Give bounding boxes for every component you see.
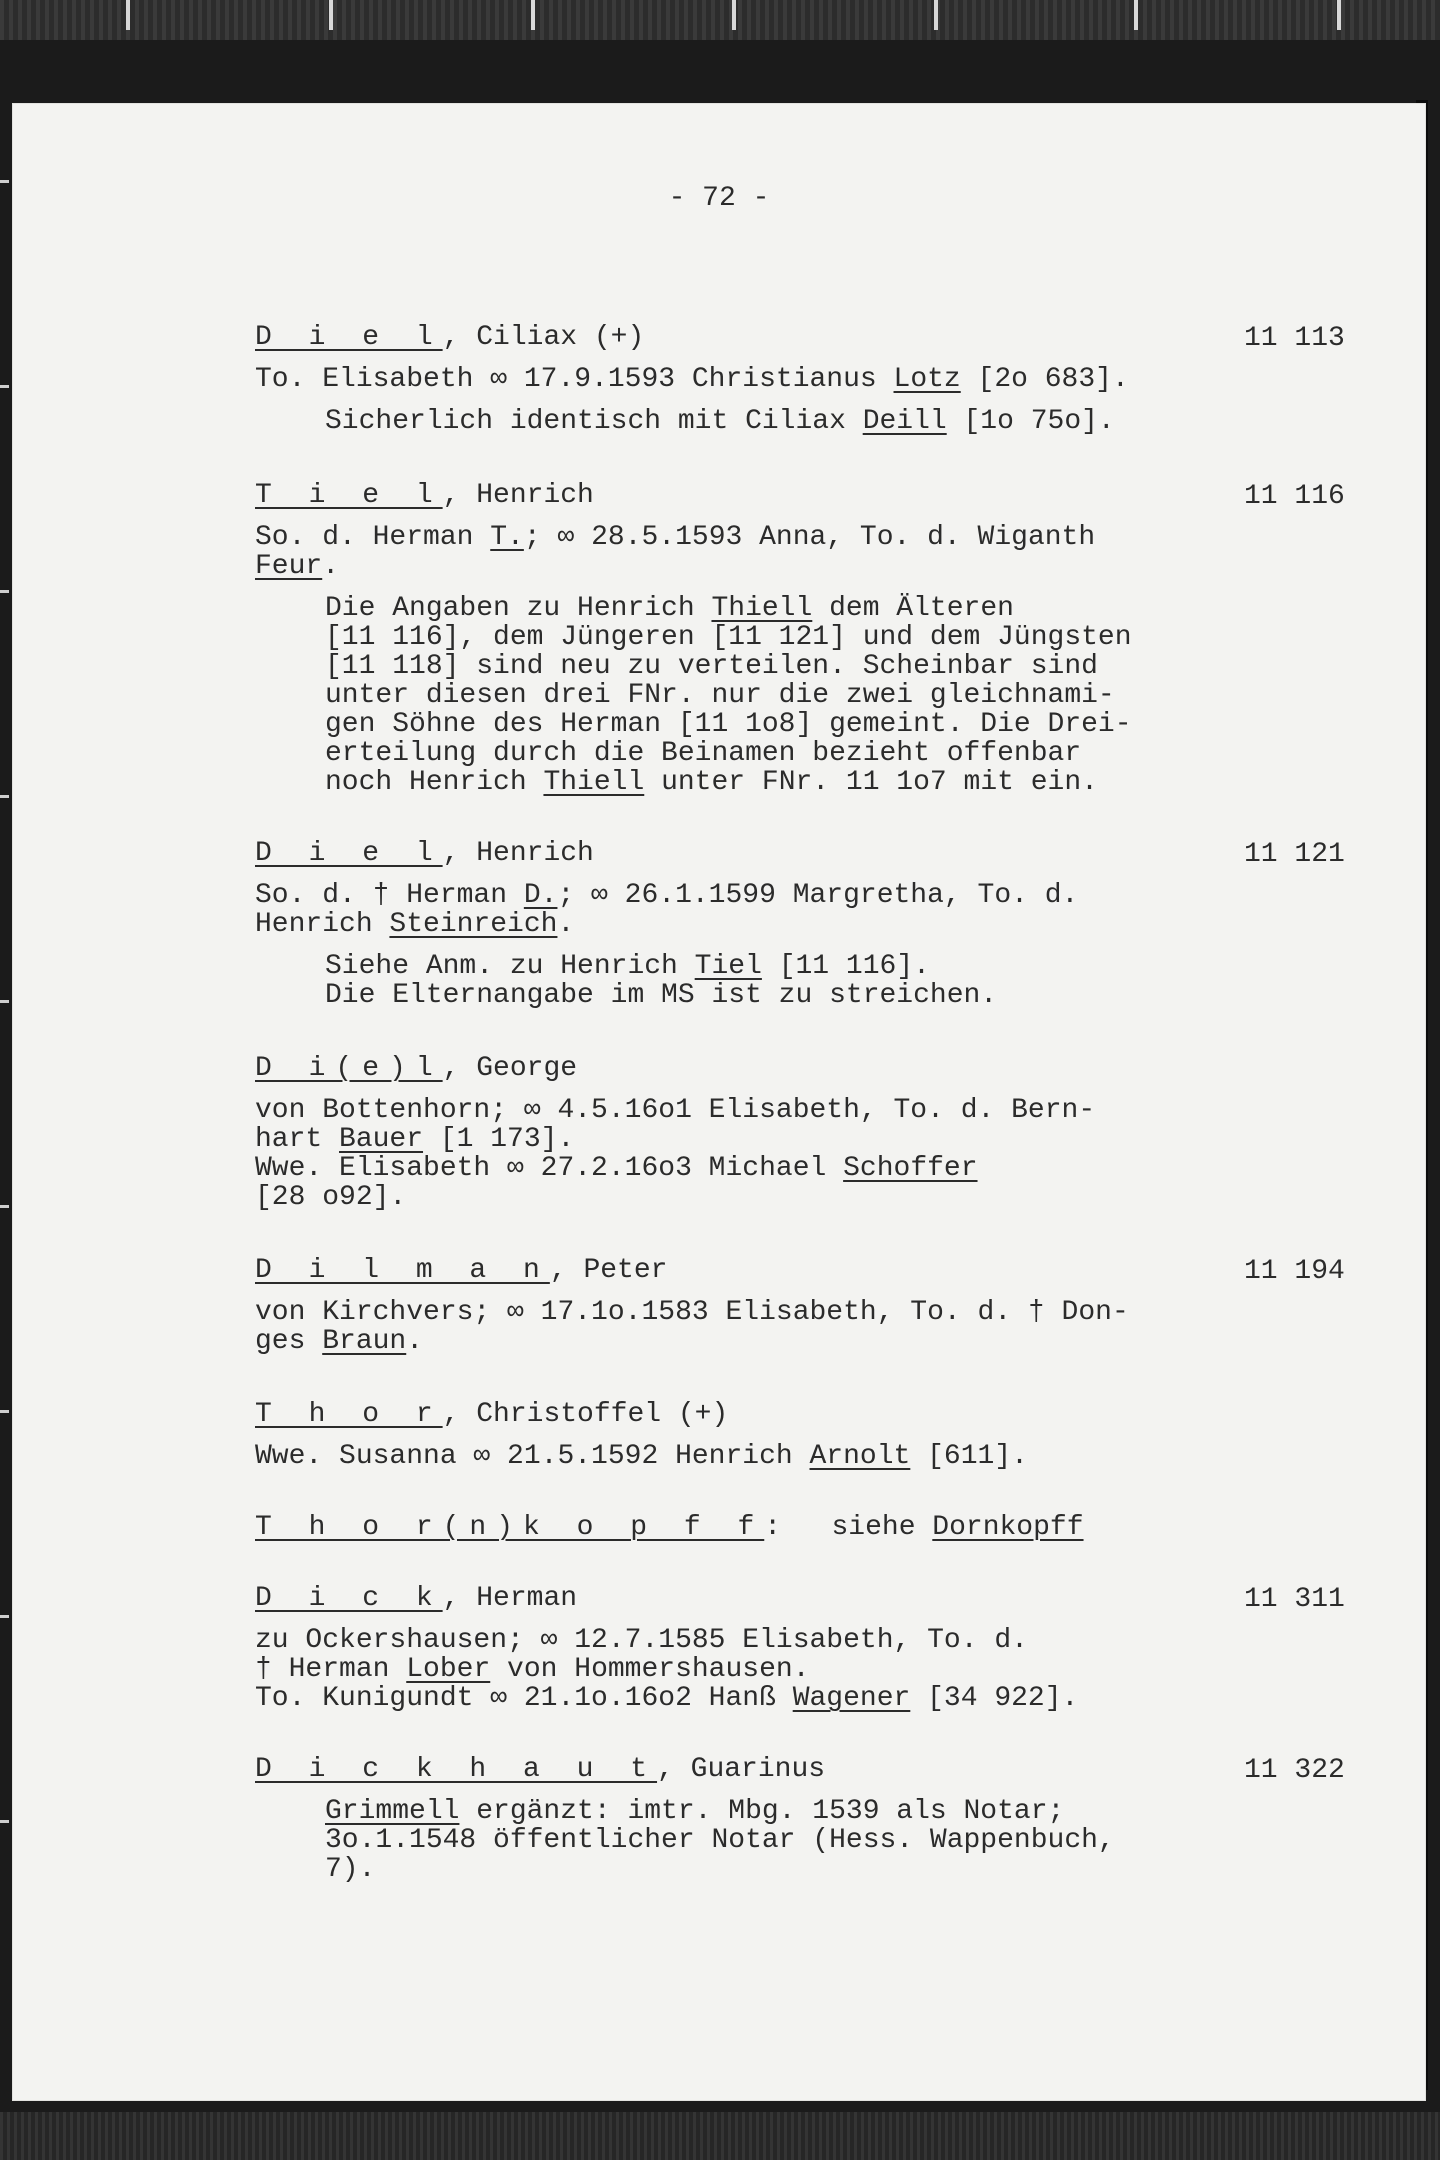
film-tick [1134, 0, 1138, 30]
text: ; ∞ 28.5.1593 Anna, To. d. Wiganth [523, 522, 1096, 553]
given-name: , Ciliax (+) [442, 322, 645, 353]
given-name: , Guarinus [657, 1754, 826, 1785]
text: So. d. Herman [255, 522, 491, 553]
entry-note [325, 594, 1014, 623]
entry-note [325, 952, 930, 981]
text: Henrich [255, 909, 390, 940]
film-tick [329, 0, 333, 30]
text: ; ∞ 26.1.1599 Margretha, To. d. [557, 880, 1079, 911]
entry-note: unter diesen drei FNr. nur die zwei gleichnami- [325, 680, 1115, 711]
given-name: , Henrich [442, 480, 594, 511]
given-name: , Henrich [442, 838, 594, 869]
entry-note [325, 407, 1115, 436]
page-number: - 72 - [668, 183, 770, 214]
film-mark [0, 590, 9, 593]
film-mark [0, 795, 9, 798]
given-name: , Herman [442, 1583, 578, 1614]
family-number: 11 113 [1244, 323, 1345, 354]
text: . [406, 1326, 424, 1357]
entry-line: von Bottenhorn; ∞ 4.5.16o1 Elisabeth, To. d. Bern- [255, 1095, 1096, 1126]
text: ergänzt: imtr. Mbg. 1539 als Notar; [459, 1796, 1065, 1827]
film-mark [0, 1410, 9, 1413]
text: Sicherlich identisch mit Ciliax [325, 406, 863, 437]
surname: D i e l [255, 838, 443, 869]
entry-note [325, 768, 1098, 797]
film-mark [0, 1615, 9, 1618]
surname: D i e l [255, 322, 443, 353]
entry-line [255, 1125, 574, 1154]
text: Wwe. Susanna ∞ 21.5.1592 Henrich [255, 1441, 810, 1472]
text: noch Henrich [325, 767, 544, 798]
entry-heading [255, 1513, 1084, 1542]
entry-line: zu Ockershausen; ∞ 12.7.1585 Elisabeth, To. d. [255, 1625, 1028, 1656]
entry-heading [255, 1584, 577, 1613]
surname: D i l m a n [255, 1255, 550, 1286]
film-mark [0, 1205, 9, 1208]
name-ref: Wagener [792, 1683, 911, 1714]
film-mark [0, 385, 9, 388]
entry-heading [255, 1400, 728, 1429]
entry-line [255, 1655, 810, 1684]
entry-heading [255, 1054, 577, 1083]
name-ref: T. [490, 522, 524, 553]
surname: D i c k [255, 1583, 443, 1614]
text: [2o 683]. [960, 364, 1129, 395]
text: † Herman [255, 1654, 407, 1685]
text: [34 922]. [910, 1683, 1079, 1714]
name-ref: Deill [862, 406, 947, 437]
name-ref: Thiell [711, 593, 813, 624]
entry-line [255, 523, 1095, 552]
film-tick [934, 0, 938, 30]
name-ref: Braun [322, 1326, 407, 1357]
name-ref: Feur [255, 551, 323, 582]
film-mark [0, 1820, 9, 1823]
cross-ref-target: Dornkopff [932, 1512, 1084, 1543]
film-bottom-strip [0, 2112, 1440, 2160]
entry-line [255, 881, 1078, 910]
film-tick [732, 0, 736, 30]
text: So. d. † Herman [255, 880, 524, 911]
entry-heading [255, 481, 594, 510]
given-name: , Christoffel (+) [442, 1399, 729, 1430]
text: . [322, 551, 340, 582]
film-tick [126, 0, 130, 30]
text: [11 116]. [761, 951, 930, 982]
family-number: 11 322 [1244, 1755, 1345, 1786]
family-number: 11 311 [1244, 1584, 1345, 1615]
entry-line [255, 910, 574, 939]
entry-line: von Kirchvers; ∞ 17.1o.1583 Elisabeth, To. d. † Don- [255, 1297, 1129, 1328]
name-ref: D. [523, 880, 558, 911]
entry-note: gen Söhne des Herman [11 1o8] gemeint. Die Drei- [325, 709, 1132, 740]
entry-line [255, 1442, 1028, 1471]
text: [1o 75o]. [946, 406, 1115, 437]
entry-heading [255, 1256, 667, 1285]
text: Die Angaben zu Henrich [325, 593, 712, 624]
text: von Hommershausen. [490, 1654, 810, 1685]
document-page [12, 103, 1426, 2101]
entry-note: [11 118] sind neu zu verteilen. Scheinbar sind [325, 651, 1098, 682]
text: . [557, 909, 575, 940]
film-tick [531, 0, 535, 30]
entry-line [255, 1154, 978, 1183]
text: hart [255, 1124, 340, 1155]
name-ref: Bauer [339, 1124, 424, 1155]
text: dem Älteren [812, 593, 1014, 624]
entry-heading [255, 1755, 825, 1784]
entry-heading [255, 323, 644, 352]
name-ref: Lober [406, 1654, 491, 1685]
entry-note: 3o.1.1548 öffentlicher Notar (Hess. Wappenbuch, [325, 1825, 1115, 1856]
text: [611]. [910, 1441, 1028, 1472]
given-name: , George [442, 1053, 578, 1084]
film-tick [1337, 0, 1341, 30]
entry-line [255, 365, 1129, 394]
surname: D i(e)l [255, 1053, 443, 1084]
family-number: 11 121 [1244, 839, 1345, 870]
film-mark [0, 180, 9, 183]
given-name: , Peter [549, 1255, 668, 1286]
text: [1 173]. [423, 1124, 575, 1155]
entry-line [255, 1327, 423, 1356]
name-ref: Grimmell [325, 1796, 460, 1827]
entry-note: Die Elternangabe im MS ist zu streichen. [325, 980, 998, 1011]
name-ref: Schoffer [843, 1153, 978, 1184]
text: To. Kunigundt ∞ 21.1o.16o2 Hanß [255, 1683, 793, 1714]
text: unter FNr. 11 1o7 mit ein. [644, 767, 1098, 798]
entry-note [325, 1797, 1064, 1826]
film-mark [0, 1000, 9, 1003]
name-ref: Lotz [893, 364, 961, 395]
entry-line [255, 1684, 1078, 1713]
name-ref: Steinreich [389, 909, 558, 940]
family-number: 11 194 [1244, 1256, 1345, 1287]
entry-line: [28 o92]. [255, 1182, 407, 1213]
surname: D i c k h a u t [255, 1754, 658, 1785]
name-ref: Arnolt [809, 1441, 911, 1472]
surname: T h o r(n)k o p f f [255, 1512, 765, 1543]
film-top-strip [0, 0, 1440, 40]
entry-note: [11 116], dem Jüngeren [11 121] und dem Jüngsten [325, 622, 1132, 653]
surname: T i e l [255, 480, 443, 511]
cross-ref-text: : siehe [764, 1512, 933, 1543]
family-number: 11 116 [1244, 481, 1345, 512]
entry-note: 7). [325, 1854, 376, 1885]
entry-note: erteilung durch die Beinamen bezieht offenbar [325, 738, 1082, 769]
text: Wwe. Elisabeth ∞ 27.2.16o3 Michael [255, 1153, 844, 1184]
entry-line [255, 552, 339, 581]
surname: T h o r [255, 1399, 443, 1430]
name-ref: Thiell [543, 767, 645, 798]
text: Siehe Anm. zu Henrich [325, 951, 695, 982]
entry-heading [255, 839, 594, 868]
text: To. Elisabeth ∞ 17.9.1593 Christianus [255, 364, 894, 395]
name-ref: Tiel [694, 951, 762, 982]
text: ges [255, 1326, 323, 1357]
